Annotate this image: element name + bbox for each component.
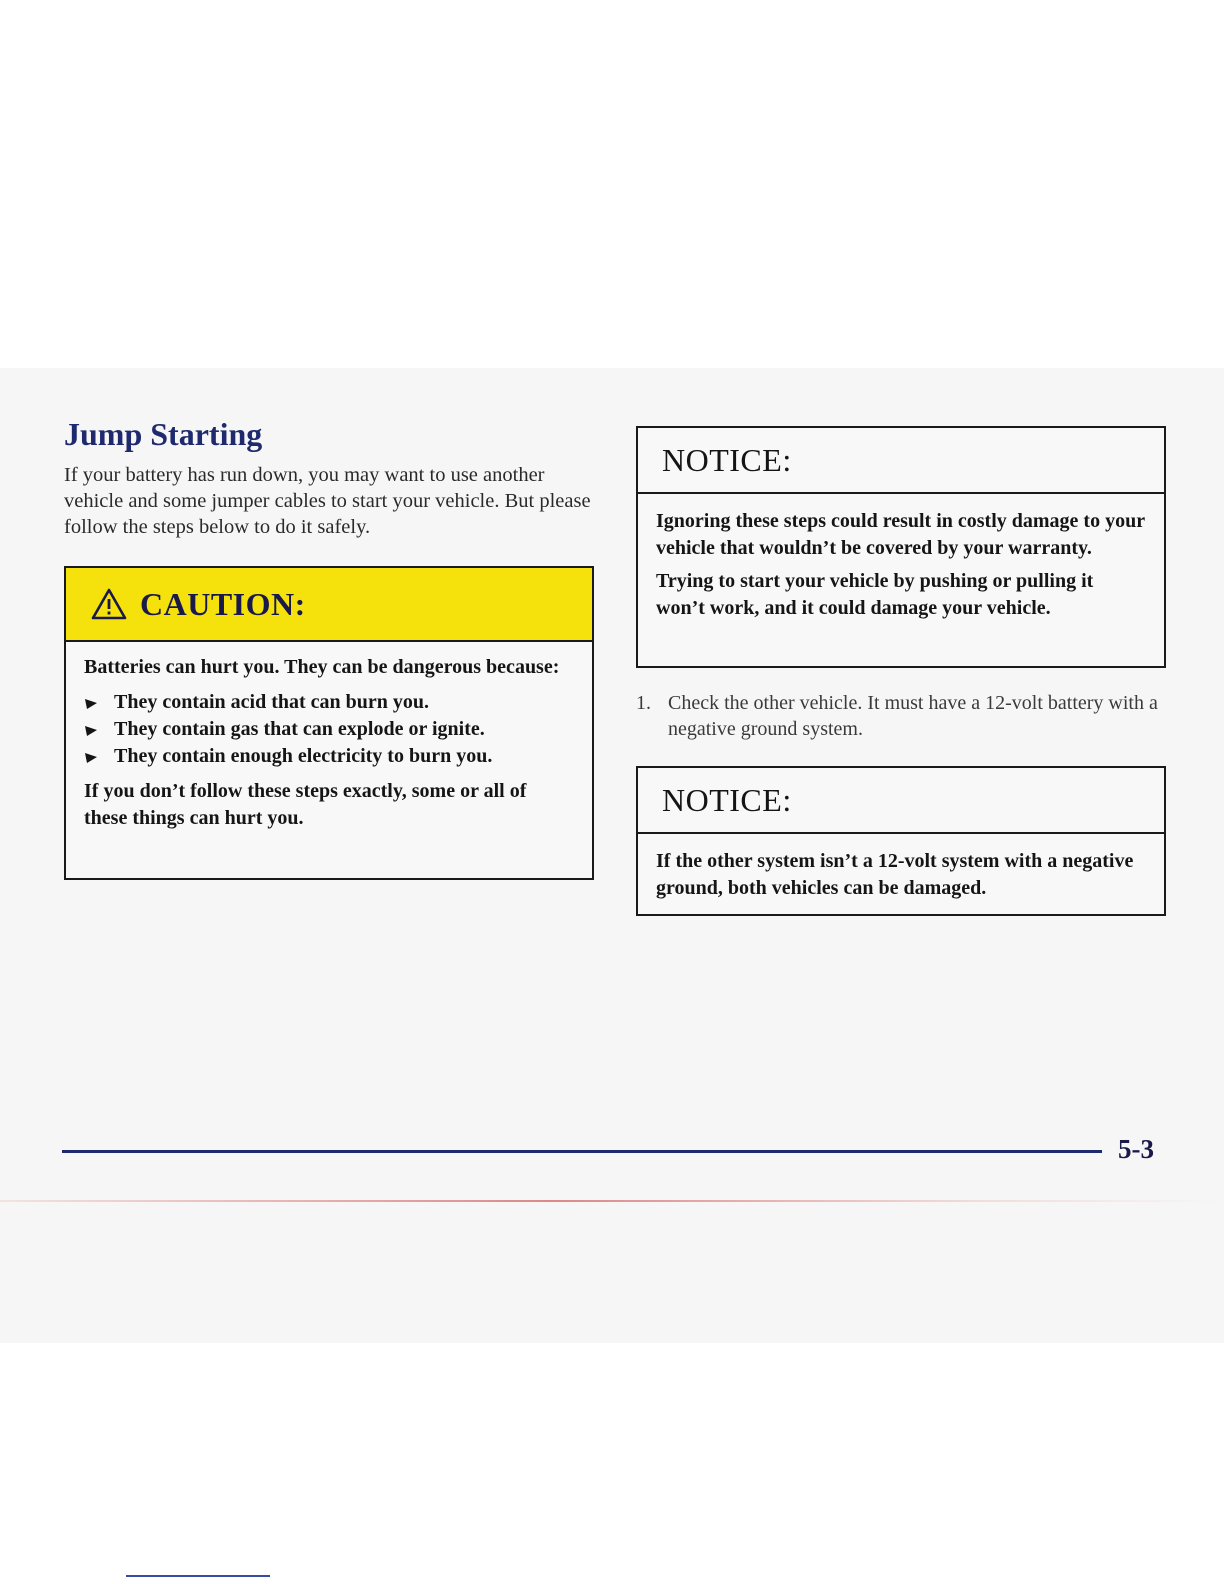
notice-title-2: NOTICE: xyxy=(662,781,792,818)
footer-rule xyxy=(62,1150,1102,1153)
list-item xyxy=(84,716,574,743)
caution-bullet-text: They contain enough electricity to burn you. xyxy=(114,745,493,767)
caution-bullet-text: They contain acid that can burn you. xyxy=(114,691,430,713)
caution-title: CAUTION: xyxy=(140,585,306,622)
notice-paragraph: If the other system isn’t a 12-volt system with a negative ground, both vehicles can be damaged. xyxy=(656,850,1134,899)
bullet-icon xyxy=(84,696,98,710)
caution-bullet-list xyxy=(84,689,574,770)
notice-box-1 xyxy=(636,426,1166,668)
list-item xyxy=(84,743,574,770)
bottom-blue-mark xyxy=(126,1575,270,1577)
notice-body-2 xyxy=(638,834,1164,902)
bullet-icon xyxy=(84,750,98,764)
notice-body-1 xyxy=(638,494,1164,622)
caution-closing: If you don’t follow these steps exactly, some or all of these things can hurt you. xyxy=(84,780,527,829)
warning-triangle-icon xyxy=(90,587,128,621)
notice-box-2 xyxy=(636,766,1166,916)
notice-header-2 xyxy=(638,768,1164,834)
page-title: Jump Starting xyxy=(64,416,263,452)
caution-box xyxy=(64,566,594,880)
intro-paragraph: If your battery has run down, you may want to use another vehicle and some jumper cables to start your vehicle. But please follow the steps below to do it safely. xyxy=(64,464,591,538)
caution-header xyxy=(66,568,592,642)
list-item xyxy=(84,689,574,716)
step-item xyxy=(636,690,1166,742)
scan-red-line xyxy=(0,1200,1224,1202)
caution-lead: Batteries can hurt you. They can be dangerous because: xyxy=(84,656,560,678)
notice-paragraph: Trying to start your vehicle by pushing or pulling it won’t work, and it could damage your vehicle. xyxy=(656,570,1094,619)
step-text: Check the other vehicle. It must have a 12-volt battery with a negative ground system. xyxy=(668,692,1158,740)
page-number: 5-3 xyxy=(1118,1134,1154,1164)
notice-paragraph: Ignoring these steps could result in costly damage to your vehicle that wouldn’t be covered by your warranty. xyxy=(656,510,1145,559)
bullet-icon xyxy=(84,723,98,737)
caution-bullet-text: They contain gas that can explode or ignite. xyxy=(114,718,485,740)
caution-body xyxy=(66,642,592,832)
notice-header-1 xyxy=(638,428,1164,494)
step-number: 1. xyxy=(636,692,651,714)
notice-title-1: NOTICE: xyxy=(662,441,792,478)
